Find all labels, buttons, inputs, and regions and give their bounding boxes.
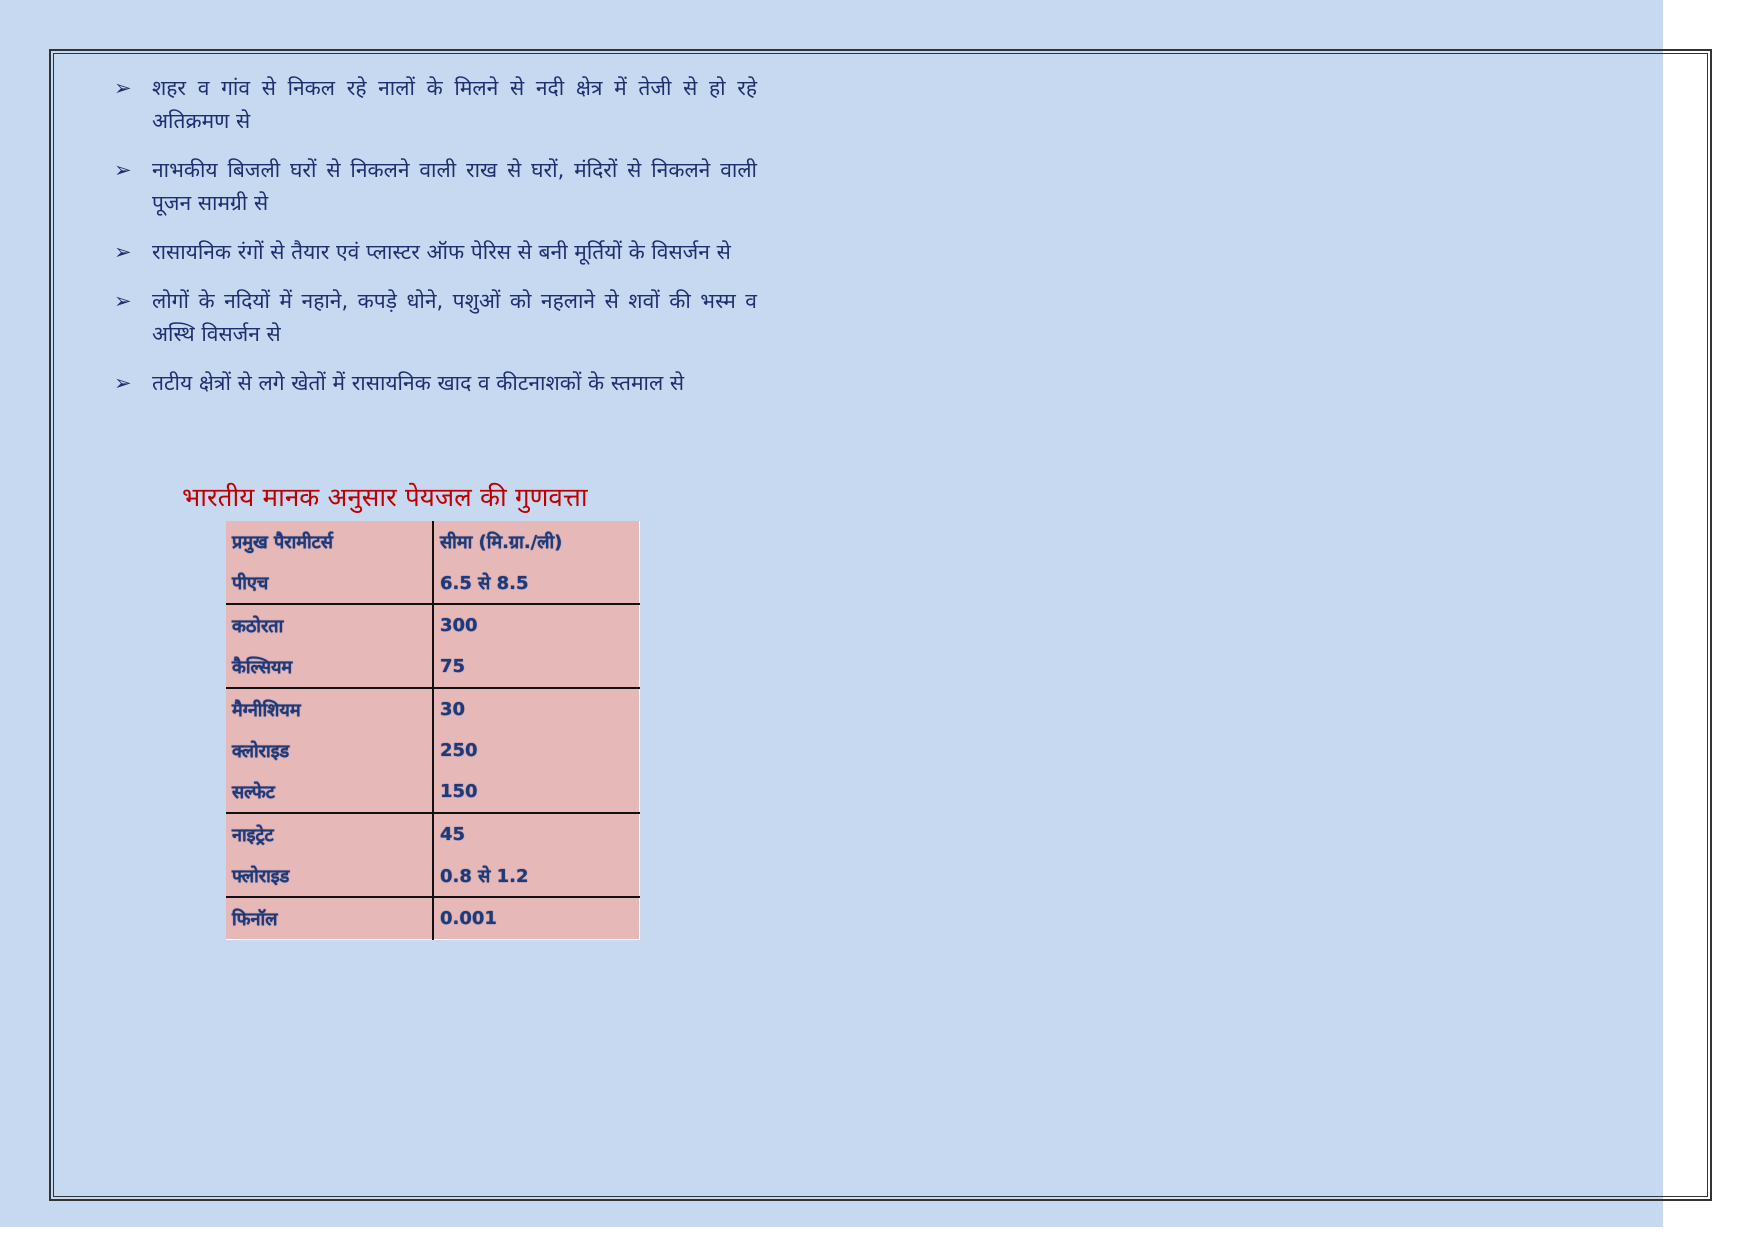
table-cell-parameter: फिनॉल <box>226 897 433 940</box>
section-heading: भारतीय मानक अनुसार पेयजल की गुणवत्ता <box>182 483 588 513</box>
arrow-bullet-icon: ➢ <box>114 240 132 264</box>
table-cell-parameter: नाइट्रेट <box>226 813 433 855</box>
water-quality-table <box>226 521 640 940</box>
table-cell-parameter: कठोरता <box>226 604 433 646</box>
table-cell-parameter: फ्लोराइड <box>226 855 433 897</box>
table-cell-limit: 0.8 से 1.2 <box>433 855 640 897</box>
list-item <box>112 154 757 220</box>
table-cell-parameter: मैग्नीशियम <box>226 688 433 730</box>
table-row <box>226 688 640 730</box>
table-row <box>226 646 640 688</box>
list-item <box>112 285 757 351</box>
table-header-limit: सीमा (मि.ग्रा./ली) <box>440 531 563 553</box>
arrow-bullet-icon: ➢ <box>114 158 132 182</box>
list-item <box>112 367 757 400</box>
table-cell-limit: 75 <box>433 646 640 688</box>
table-row <box>226 813 640 855</box>
table-cell-parameter: पीएच <box>226 562 433 604</box>
table-cell-limit: 45 <box>440 824 466 845</box>
table-header-row <box>226 521 640 562</box>
list-item-text: शहर व गांव से निकल रहे नालों के मिलने से नदी क्षेत्र में तेजी से हो रहे अतिक्रमण से <box>152 76 757 133</box>
pollution-causes-list <box>112 72 757 416</box>
table-cell-limit: 300 <box>440 615 478 636</box>
table-cell-limit: 250 <box>440 740 478 761</box>
list-item <box>112 72 757 138</box>
arrow-bullet-icon: ➢ <box>114 289 132 313</box>
table-row <box>226 730 640 771</box>
table-row <box>226 855 640 897</box>
table-row <box>226 897 640 940</box>
table-cell-parameter: सल्फेट <box>226 771 433 813</box>
arrow-bullet-icon: ➢ <box>114 76 132 100</box>
table-cell-limit: 6.5 से 8.5 <box>433 562 640 604</box>
list-item <box>112 236 757 269</box>
list-item-text: तटीय क्षेत्रों से लगे खेतों में रासायनिक खाद व कीटनाशकों के स्तमाल से <box>152 371 685 395</box>
table-cell-parameter: क्लोराइड <box>226 730 433 771</box>
table-cell-limit: 0.001 <box>433 897 640 940</box>
list-item-text: रासायनिक रंगों से तैयार एवं प्लास्टर ऑफ पेरिस से बनी मूर्तियों के विसर्जन से <box>152 240 731 264</box>
table-cell-limit: 150 <box>433 771 640 813</box>
list-item-text: नाभकीय बिजली घरों से निकलने वाली राख से घरों, मंदिरों से निकलने वाली पूजन सामग्री से <box>152 158 757 215</box>
list-item-text: लोगों के नदियों में नहाने, कपड़े धोने, पशुओं को नहलाने से शवों की भस्म व अस्थि विसर्जन से <box>152 289 757 346</box>
table-cell-limit: 30 <box>440 699 466 720</box>
table-row <box>226 771 640 813</box>
table-row <box>226 604 640 646</box>
table-cell-parameter: कैल्सियम <box>226 646 433 688</box>
arrow-bullet-icon: ➢ <box>114 371 132 395</box>
table-row <box>226 562 640 604</box>
table-header-parameter: प्रमुख पैरामीटर्स <box>226 521 433 562</box>
